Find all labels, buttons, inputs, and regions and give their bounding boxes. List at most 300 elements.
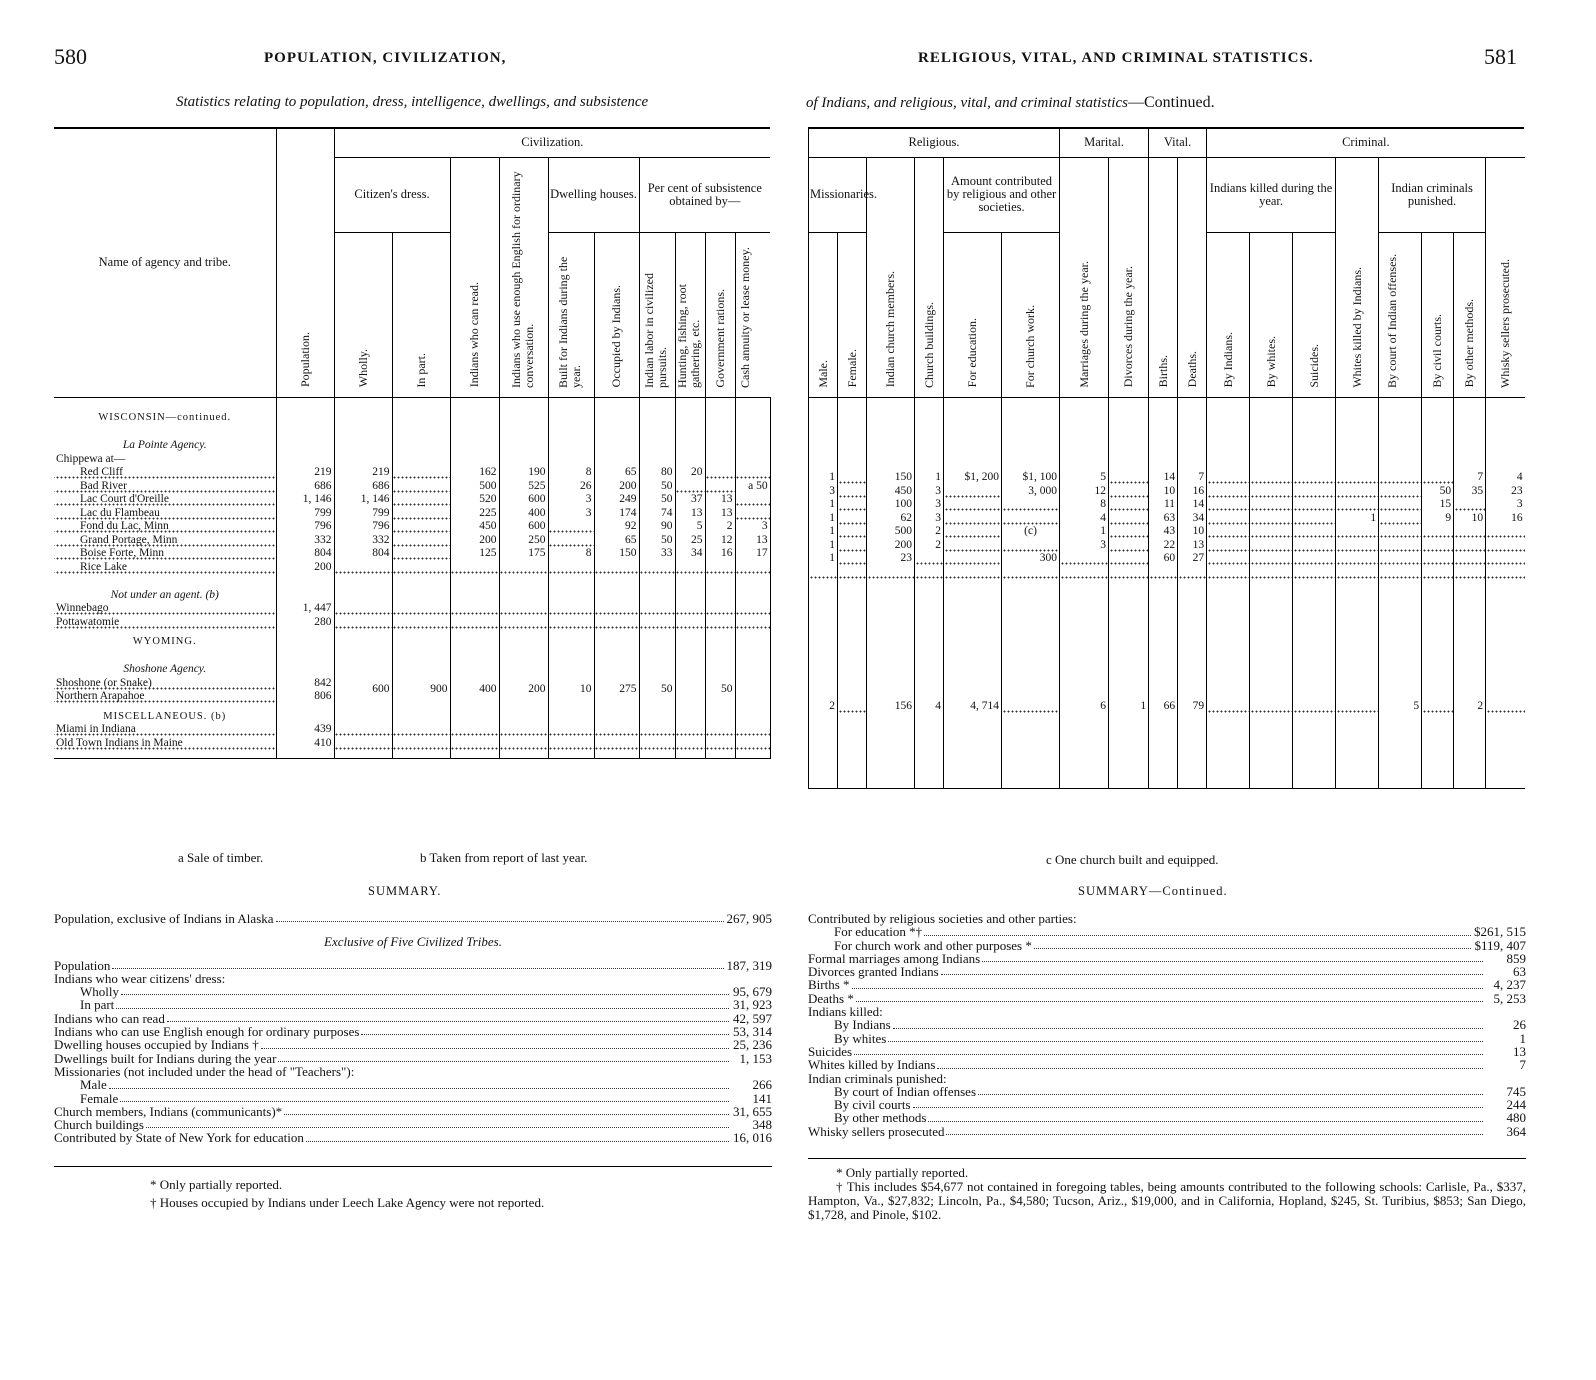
cell-other xyxy=(1454,566,1486,580)
spacer xyxy=(1002,397,1060,471)
cell-byind xyxy=(1207,552,1250,566)
spacer-row xyxy=(54,750,770,758)
spacer xyxy=(1336,754,1379,768)
agency-row xyxy=(54,649,770,677)
cell-byind xyxy=(1207,498,1250,512)
summary-row xyxy=(808,1085,1526,1098)
spacer xyxy=(1293,767,1336,781)
cell-hunt: 20 xyxy=(675,466,705,480)
summary-label: Wholly xyxy=(80,984,119,1000)
empty-cell xyxy=(639,405,675,425)
empty-cell xyxy=(548,425,594,453)
right-statistics-table xyxy=(808,129,1525,789)
spacer xyxy=(1109,767,1149,781)
spacer xyxy=(1486,754,1525,768)
vital-header: Vital. xyxy=(1149,129,1207,157)
spacer xyxy=(809,781,838,789)
tribe-name: Fond du Lac, Minn xyxy=(54,520,276,534)
empty-cell xyxy=(392,649,450,677)
summary-value: 53, 314 xyxy=(733,1024,772,1040)
summary-value: 16, 016 xyxy=(733,1130,772,1146)
spacer xyxy=(944,634,1002,700)
spacer xyxy=(1250,397,1293,471)
empty-cell xyxy=(548,704,594,724)
spacer xyxy=(1060,754,1109,768)
education-header: For education. xyxy=(944,232,1002,397)
empty-cell xyxy=(276,649,334,677)
summary-value: 1 xyxy=(1519,1030,1526,1046)
summary-row xyxy=(54,972,772,985)
summary-value: 13 xyxy=(1513,1043,1526,1059)
hunting-header: Hunting, fishing, root gathering, etc. xyxy=(675,232,705,397)
cell-bywh xyxy=(1250,566,1293,580)
cell-hunt xyxy=(675,737,705,751)
empty-cell xyxy=(392,574,450,602)
summary-row xyxy=(808,1072,1526,1085)
spacer xyxy=(1336,767,1379,781)
cell-labor: 50 xyxy=(639,480,675,494)
cell-part xyxy=(392,507,450,521)
cell-marr: 8 xyxy=(1060,498,1109,512)
cell-rat xyxy=(705,737,735,751)
spacer xyxy=(1060,781,1109,789)
cell-edu xyxy=(944,512,1002,526)
spacer xyxy=(1336,714,1379,754)
cell-bldg xyxy=(915,566,944,580)
chippewa-heading xyxy=(54,453,770,467)
cell-hunt xyxy=(675,616,705,630)
spacer xyxy=(1060,634,1109,700)
summary-value: 31, 655 xyxy=(733,1103,772,1119)
tribe-name: Red Cliff xyxy=(54,466,276,480)
cell-wk xyxy=(1336,700,1379,714)
cell-rat xyxy=(705,616,735,630)
cell-births: 22 xyxy=(1149,539,1178,553)
cell-members: 500 xyxy=(867,525,915,539)
spacer xyxy=(1207,767,1250,781)
spacer xyxy=(1207,397,1250,471)
spacer xyxy=(1109,397,1149,471)
spacer xyxy=(944,397,1002,471)
spacer xyxy=(54,397,276,405)
left-subtitle: Statistics relating to population, dress, intelligence, dwellings, and subsistence xyxy=(176,94,649,110)
cell-court xyxy=(1379,485,1422,499)
spacer xyxy=(1336,397,1379,471)
summary-row xyxy=(54,1078,772,1091)
cell-whisky xyxy=(1486,566,1525,580)
cell-bldg: 1 xyxy=(915,471,944,485)
spacer xyxy=(594,397,639,405)
cell-work xyxy=(1002,700,1060,714)
members-header: Indian church members. xyxy=(867,157,915,397)
summary-right-note-dagger: † This includes $54,677 not contained in foregoing tables, being amounts contributed to the following schools: Carlisle, Pa., $337, Hampton, Va., $27,832; Lincoln, Pa., $4,580; Tucson, Ariz., $19,000, and in California, Hopland, $245, St. Turibius, $853; San Diego, $1,728, and Pinole, $102. xyxy=(808,1179,1526,1222)
cell-other xyxy=(1454,525,1486,539)
section-wisconsin xyxy=(54,405,770,425)
spacer xyxy=(867,607,915,621)
summary-label: By court of Indian offenses xyxy=(834,1083,977,1099)
cell-occ: 92 xyxy=(594,520,639,534)
cell-eng xyxy=(499,602,548,616)
spacer xyxy=(1207,579,1250,607)
cell-occ: 174 xyxy=(594,507,639,521)
cell-deaths: 7 xyxy=(1178,471,1207,485)
spacer xyxy=(944,621,1002,635)
empty-cell xyxy=(735,649,770,677)
spacer xyxy=(1293,621,1336,635)
dwelling-header: Dwelling houses. xyxy=(548,157,639,232)
spacer-row xyxy=(809,781,1525,789)
spacer xyxy=(1207,781,1250,789)
cell-female xyxy=(838,525,867,539)
empty-cell xyxy=(450,574,499,602)
spacer xyxy=(1293,579,1336,607)
spacer xyxy=(735,750,770,758)
spacer xyxy=(1486,607,1525,621)
occupied-header: Occupied by Indians. xyxy=(594,232,639,397)
cell-part xyxy=(392,723,450,737)
tribe-name: Grand Portage, Minn xyxy=(54,534,276,548)
spacer xyxy=(915,607,944,621)
spacer xyxy=(838,634,867,700)
cell-work xyxy=(1002,498,1060,512)
summary-left xyxy=(54,912,772,1145)
cell-pop: 806 xyxy=(276,690,334,704)
table-row xyxy=(809,498,1525,512)
summary-right-rule xyxy=(808,1158,1526,1159)
spacer xyxy=(867,754,915,768)
spacer xyxy=(867,621,915,635)
spacer xyxy=(867,714,915,754)
spacer xyxy=(1178,754,1207,768)
empty-cell xyxy=(705,629,735,649)
summary-row xyxy=(808,1125,1526,1138)
spacer xyxy=(915,767,944,781)
cell-cash xyxy=(735,561,770,575)
spacer xyxy=(1178,767,1207,781)
empty-cell xyxy=(675,405,705,425)
empty-cell xyxy=(334,425,392,453)
spacer-row xyxy=(809,754,1525,768)
empty-cell xyxy=(392,453,450,467)
table-row xyxy=(54,602,770,616)
cell-pop: 799 xyxy=(276,507,334,521)
summary-row xyxy=(808,978,1526,991)
spacer-row xyxy=(809,767,1525,781)
summary-value: 7 xyxy=(1519,1057,1526,1073)
spacer xyxy=(838,767,867,781)
spacer xyxy=(639,397,675,405)
cell-bldg: 4 xyxy=(915,700,944,714)
cell-read xyxy=(450,602,499,616)
cell-court xyxy=(1379,525,1422,539)
empty-cell xyxy=(276,453,334,467)
cell-read: 162 xyxy=(450,466,499,480)
spacer xyxy=(1422,767,1454,781)
cell-bywh xyxy=(1250,552,1293,566)
empty-cell xyxy=(392,629,450,649)
cell-wholly: 686 xyxy=(334,480,392,494)
cell-div xyxy=(1109,485,1149,499)
agency-la-pointe: La Pointe Agency. xyxy=(54,425,276,453)
cell-occ xyxy=(594,602,639,616)
summary-value: 480 xyxy=(1506,1110,1526,1126)
table-row xyxy=(54,677,770,691)
table-row xyxy=(809,700,1525,714)
cell-cash: 13 xyxy=(735,534,770,548)
spacer xyxy=(392,397,450,405)
empty-cell xyxy=(392,425,450,453)
chippewa-heading-label: Chippewa at— xyxy=(54,453,276,467)
empty-cell xyxy=(499,574,548,602)
empty-cell xyxy=(705,649,735,677)
cell-read: 200 xyxy=(450,534,499,548)
cell-div xyxy=(1109,539,1149,553)
cell-court xyxy=(1379,566,1422,580)
cell-sui xyxy=(1293,512,1336,526)
spacer xyxy=(1250,714,1293,754)
cell-part xyxy=(392,616,450,630)
tribe-name: Old Town Indians in Maine xyxy=(54,737,276,751)
section-wyoming-label: WYOMING. xyxy=(54,629,276,649)
table-row xyxy=(54,466,770,480)
footnote-b: b Taken from report of last year. xyxy=(420,850,588,865)
cell-occ xyxy=(594,616,639,630)
spacer xyxy=(1149,781,1178,789)
summary-value: 25, 236 xyxy=(733,1037,772,1053)
spacer xyxy=(1379,714,1422,754)
cell-cash xyxy=(735,677,770,704)
cell-male: 1 xyxy=(809,525,838,539)
spacer xyxy=(1422,579,1454,607)
spacer xyxy=(1379,607,1422,621)
cell-wholly: 799 xyxy=(334,507,392,521)
cell-div xyxy=(1109,498,1149,512)
cell-civil: 9 xyxy=(1422,512,1454,526)
empty-cell xyxy=(499,405,548,425)
spacer xyxy=(838,621,867,635)
empty-cell xyxy=(334,574,392,602)
cell-court: 5 xyxy=(1379,700,1422,714)
spacer xyxy=(1454,579,1486,607)
spacer xyxy=(1250,634,1293,700)
cell-births: 11 xyxy=(1149,498,1178,512)
cell-eng: 250 xyxy=(499,534,548,548)
cell-members: 62 xyxy=(867,512,915,526)
empty-cell xyxy=(675,704,705,724)
spacer xyxy=(1207,754,1250,768)
empty-cell xyxy=(675,629,705,649)
table-row xyxy=(809,566,1525,580)
cell-pop: 219 xyxy=(276,466,334,480)
cell-cash xyxy=(735,507,770,521)
cell-labor: 50 xyxy=(639,493,675,507)
spacer xyxy=(1336,634,1379,700)
summary-value: $119, 407 xyxy=(1474,937,1526,953)
spacer xyxy=(838,579,867,607)
cell-male: 3 xyxy=(809,485,838,499)
cell-female xyxy=(838,700,867,714)
empty-cell xyxy=(276,574,334,602)
summary-value: 141 xyxy=(752,1090,772,1106)
spacer xyxy=(1379,579,1422,607)
cell-built xyxy=(548,520,594,534)
spacer xyxy=(838,397,867,471)
section-wisconsin-label: WISCONSIN—continued. xyxy=(54,405,276,425)
table-row xyxy=(54,616,770,630)
cell-members: 450 xyxy=(867,485,915,499)
empty-cell xyxy=(548,453,594,467)
cell-div xyxy=(1109,566,1149,580)
cell-members: 200 xyxy=(867,539,915,553)
cell-sui xyxy=(1293,498,1336,512)
summary-label: Whisky sellers prosecuted xyxy=(808,1123,945,1139)
cell-civil xyxy=(1422,539,1454,553)
spacer xyxy=(1293,607,1336,621)
cell-byind xyxy=(1207,539,1250,553)
spacer xyxy=(809,607,838,621)
cell-edu xyxy=(944,539,1002,553)
spacer xyxy=(1379,754,1422,768)
spacer xyxy=(1149,767,1178,781)
cell-bywh xyxy=(1250,525,1293,539)
summary-value: 42, 597 xyxy=(733,1010,772,1026)
cell-pop: 804 xyxy=(276,547,334,561)
buildings-header: Church buildings. xyxy=(915,157,944,397)
summary-label: Deaths * xyxy=(808,990,854,1006)
cell-wk xyxy=(1336,525,1379,539)
empty-cell xyxy=(499,453,548,467)
spacer xyxy=(334,750,392,758)
spacer xyxy=(499,397,548,405)
spacer xyxy=(1250,621,1293,635)
summary-row xyxy=(54,959,772,972)
not-under-agent: Not under an agent. (b) xyxy=(54,574,276,602)
in-part-header: In part. xyxy=(392,232,450,397)
summary-label: For education *† xyxy=(834,924,923,940)
table-row xyxy=(809,485,1525,499)
spacer xyxy=(705,750,735,758)
cell-births xyxy=(1149,566,1178,580)
cell-hunt: 25 xyxy=(675,534,705,548)
cell-occ: 200 xyxy=(594,480,639,494)
cell-div xyxy=(1109,552,1149,566)
shoshone-agency: Shoshone Agency. xyxy=(54,649,276,677)
cell-occ: 65 xyxy=(594,466,639,480)
spacer xyxy=(809,754,838,768)
cell-members: 100 xyxy=(867,498,915,512)
spacer xyxy=(392,750,450,758)
cell-eng: 200 xyxy=(499,677,548,704)
cell-built xyxy=(548,737,594,751)
cell-read xyxy=(450,737,499,751)
empty-cell xyxy=(675,453,705,467)
summary-row xyxy=(808,912,1526,925)
cell-court xyxy=(1379,498,1422,512)
cell-labor xyxy=(639,737,675,751)
spacer xyxy=(1422,397,1454,471)
tribe-name: Rice Lake xyxy=(54,561,276,575)
summary-label: By other methods xyxy=(834,1110,927,1126)
summary-row xyxy=(808,1058,1526,1071)
cell-wholly xyxy=(334,561,392,575)
cell-eng: 175 xyxy=(499,547,548,561)
empty-cell xyxy=(594,574,639,602)
summary-value: 364 xyxy=(1506,1123,1526,1139)
spacer xyxy=(1002,621,1060,635)
empty-cell xyxy=(499,629,548,649)
spacer xyxy=(867,579,915,607)
cell-built: 3 xyxy=(548,493,594,507)
cell-pop: 686 xyxy=(276,480,334,494)
empty-cell xyxy=(334,704,392,724)
cell-marr: 3 xyxy=(1060,539,1109,553)
cell-bldg: 3 xyxy=(915,512,944,526)
summary-exclusive-note: Exclusive of Five Civilized Tribes. xyxy=(324,934,502,950)
killed-header: Indians killed during the year. xyxy=(1207,157,1336,232)
summary-label: Divorces granted Indians xyxy=(808,964,939,980)
empty-cell xyxy=(639,453,675,467)
spacer xyxy=(1178,634,1207,700)
cell-edu xyxy=(944,485,1002,499)
cell-female xyxy=(838,485,867,499)
cell-cash xyxy=(735,466,770,480)
cell-work xyxy=(1002,512,1060,526)
cell-rat: 16 xyxy=(705,547,735,561)
empty-cell xyxy=(276,629,334,649)
cell-rat: 13 xyxy=(705,493,735,507)
summary-label: By civil courts xyxy=(834,1097,911,1113)
summary-row xyxy=(54,1118,772,1131)
cell-marr: 1 xyxy=(1060,525,1109,539)
spacer xyxy=(809,634,838,700)
cell-male: 1 xyxy=(809,539,838,553)
cell-whisky: 16 xyxy=(1486,512,1525,526)
civil-header: By civil courts. xyxy=(1422,232,1454,397)
summary-label: By Indians xyxy=(834,1017,891,1033)
spacer xyxy=(1109,781,1149,789)
cell-births: 43 xyxy=(1149,525,1178,539)
spacer xyxy=(1293,397,1336,471)
cell-deaths: 10 xyxy=(1178,525,1207,539)
empty-cell xyxy=(594,453,639,467)
summary-label: By whites xyxy=(834,1030,887,1046)
cell-part xyxy=(392,602,450,616)
spacer xyxy=(1207,714,1250,754)
cell-male: 1 xyxy=(809,498,838,512)
spacer xyxy=(276,750,334,758)
cell-eng xyxy=(499,737,548,751)
cell-bldg: 2 xyxy=(915,525,944,539)
spacer xyxy=(867,767,915,781)
cell-sui xyxy=(1293,471,1336,485)
cell-built xyxy=(548,616,594,630)
table-row xyxy=(54,480,770,494)
cell-sui xyxy=(1293,552,1336,566)
cell-eng: 400 xyxy=(499,507,548,521)
cell-labor: 50 xyxy=(639,534,675,548)
spacer xyxy=(1002,754,1060,768)
spacer xyxy=(1379,397,1422,471)
cell-part xyxy=(392,493,450,507)
spacer xyxy=(915,781,944,789)
cell-other: 10 xyxy=(1454,512,1486,526)
cell-div xyxy=(1109,471,1149,485)
cell-hunt: 5 xyxy=(675,520,705,534)
summary-row xyxy=(54,1012,772,1025)
summary-label: Indians who wear citizens' dress: xyxy=(54,970,226,986)
cell-byind xyxy=(1207,512,1250,526)
spacer xyxy=(1109,607,1149,621)
